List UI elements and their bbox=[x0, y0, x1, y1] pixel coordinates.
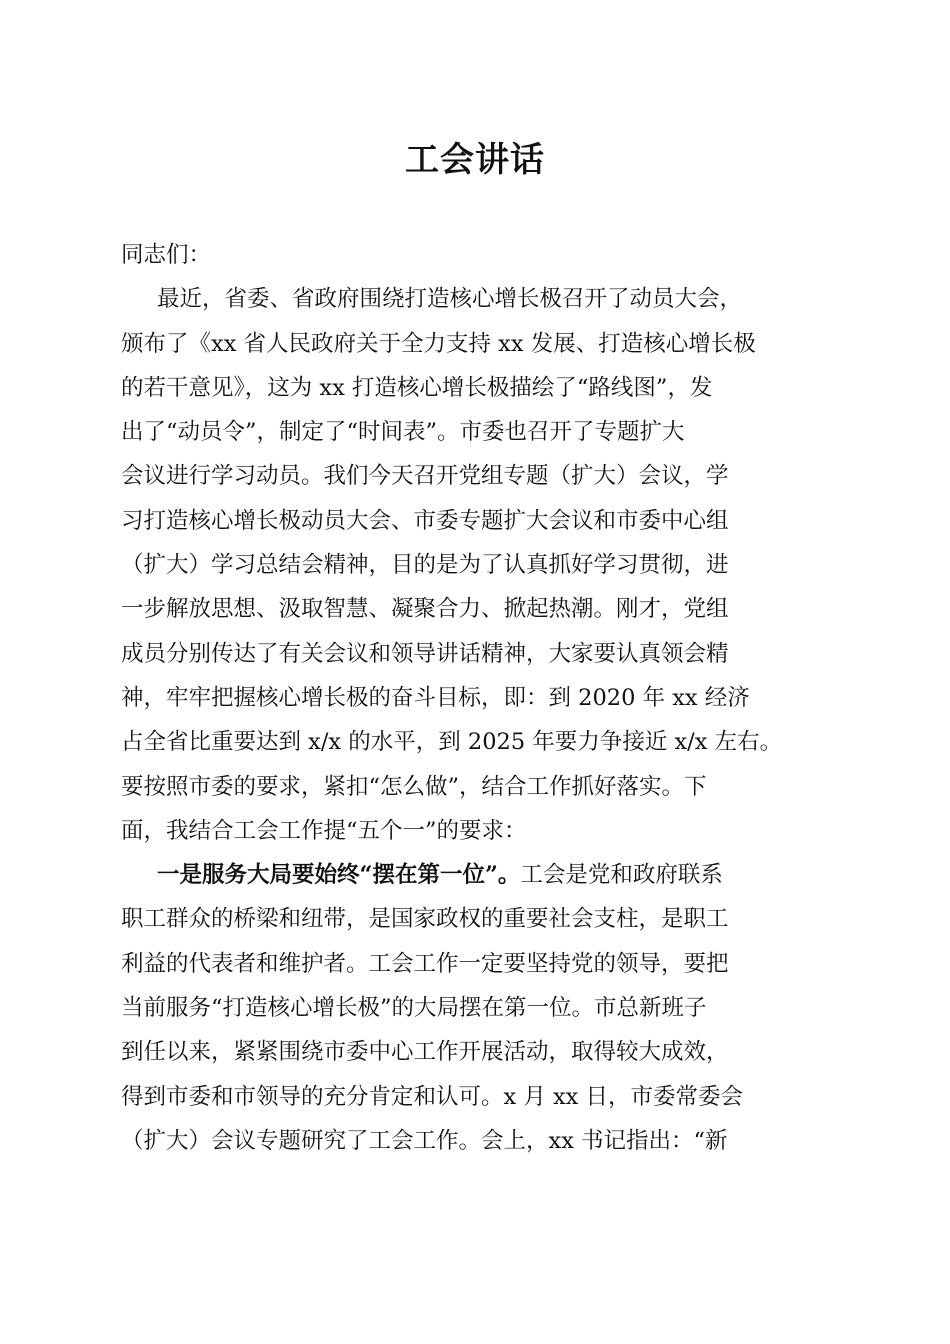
paragraph-line: 神，牢牢把握核心增长极的奋斗目标，即：到 2020 年 xx 经济 bbox=[121, 684, 750, 711]
paragraph-line: 习打造核心增长极动员大会、市委专题扩大会议和市委中心组 bbox=[121, 507, 729, 534]
paragraph-line: 要按照市委的要求，紧扣“怎么做”，结合工作抓好落实。下 bbox=[121, 773, 707, 800]
paragraph-line: 到任以来，紧紧围绕市委中心工作开展活动，取得较大成效， bbox=[121, 1039, 729, 1066]
paragraph-line: 占全省比重要达到 x/x 的水平，到 2025 年要力争接近 x/x 左右。 bbox=[121, 729, 783, 756]
paragraph-first-line bbox=[121, 853, 841, 897]
paragraph-lead-rest: 工会是党和政府联系 bbox=[520, 862, 723, 889]
paragraph-line: 出了“动员令”，制定了“时间表”。市委也召开了专题扩大 bbox=[121, 419, 685, 446]
paragraph-line: 最近，省委、省政府围绕打造核心增长极召开了动员大会， bbox=[157, 286, 743, 313]
paragraph-2 bbox=[121, 853, 841, 1163]
paragraph-line: 职工群众的桥梁和纽带，是国家政权的重要社会支柱，是职工 bbox=[121, 906, 729, 933]
paragraph-line: 利益的代表者和维护者。工会工作一定要坚持党的领导，要把 bbox=[121, 950, 729, 977]
paragraph-lead-heading: 一是服务大局要始终“摆在第一位”。 bbox=[157, 862, 521, 889]
paragraph-line: （扩大）学习总结会精神，目的是为了认真抓好学习贯彻，进 bbox=[121, 552, 729, 579]
paragraph-1 bbox=[121, 277, 841, 853]
paragraph-line: 当前服务“打造核心增长极”的大局摆在第一位。市总新班子 bbox=[121, 995, 707, 1022]
salutation: 同志们： bbox=[121, 242, 212, 268]
paragraph-line: 会议进行学习动员。我们今天召开党组专题（扩大）会议，学 bbox=[121, 463, 729, 490]
document-body bbox=[121, 233, 841, 1163]
paragraph-line: 成员分别传达了有关会议和领导讲话精神，大家要认真领会精 bbox=[121, 640, 729, 667]
paragraph-line: 得到市委和市领导的充分肯定和认可。x 月 xx 日，市委常委会 bbox=[121, 1083, 744, 1110]
paragraph-line: 面，我结合工会工作提“五个一”的要求： bbox=[121, 817, 527, 844]
paragraph-line: 一步解放思想、汲取智慧、凝聚合力、掀起热潮。刚才，党组 bbox=[121, 596, 729, 623]
paragraph-line: 的若干意见》，这为 xx 打造核心增长极描绘了“路线图”，发 bbox=[121, 374, 713, 401]
document-title: 工会讲话 bbox=[405, 140, 545, 180]
paragraph-line: （扩大）会议专题研究了工会工作。会上，xx 书记指出：“新 bbox=[121, 1127, 728, 1154]
paragraph-line: 颁布了《xx 省人民政府关于全力支持 xx 发展、打造核心增长极 bbox=[121, 330, 756, 357]
